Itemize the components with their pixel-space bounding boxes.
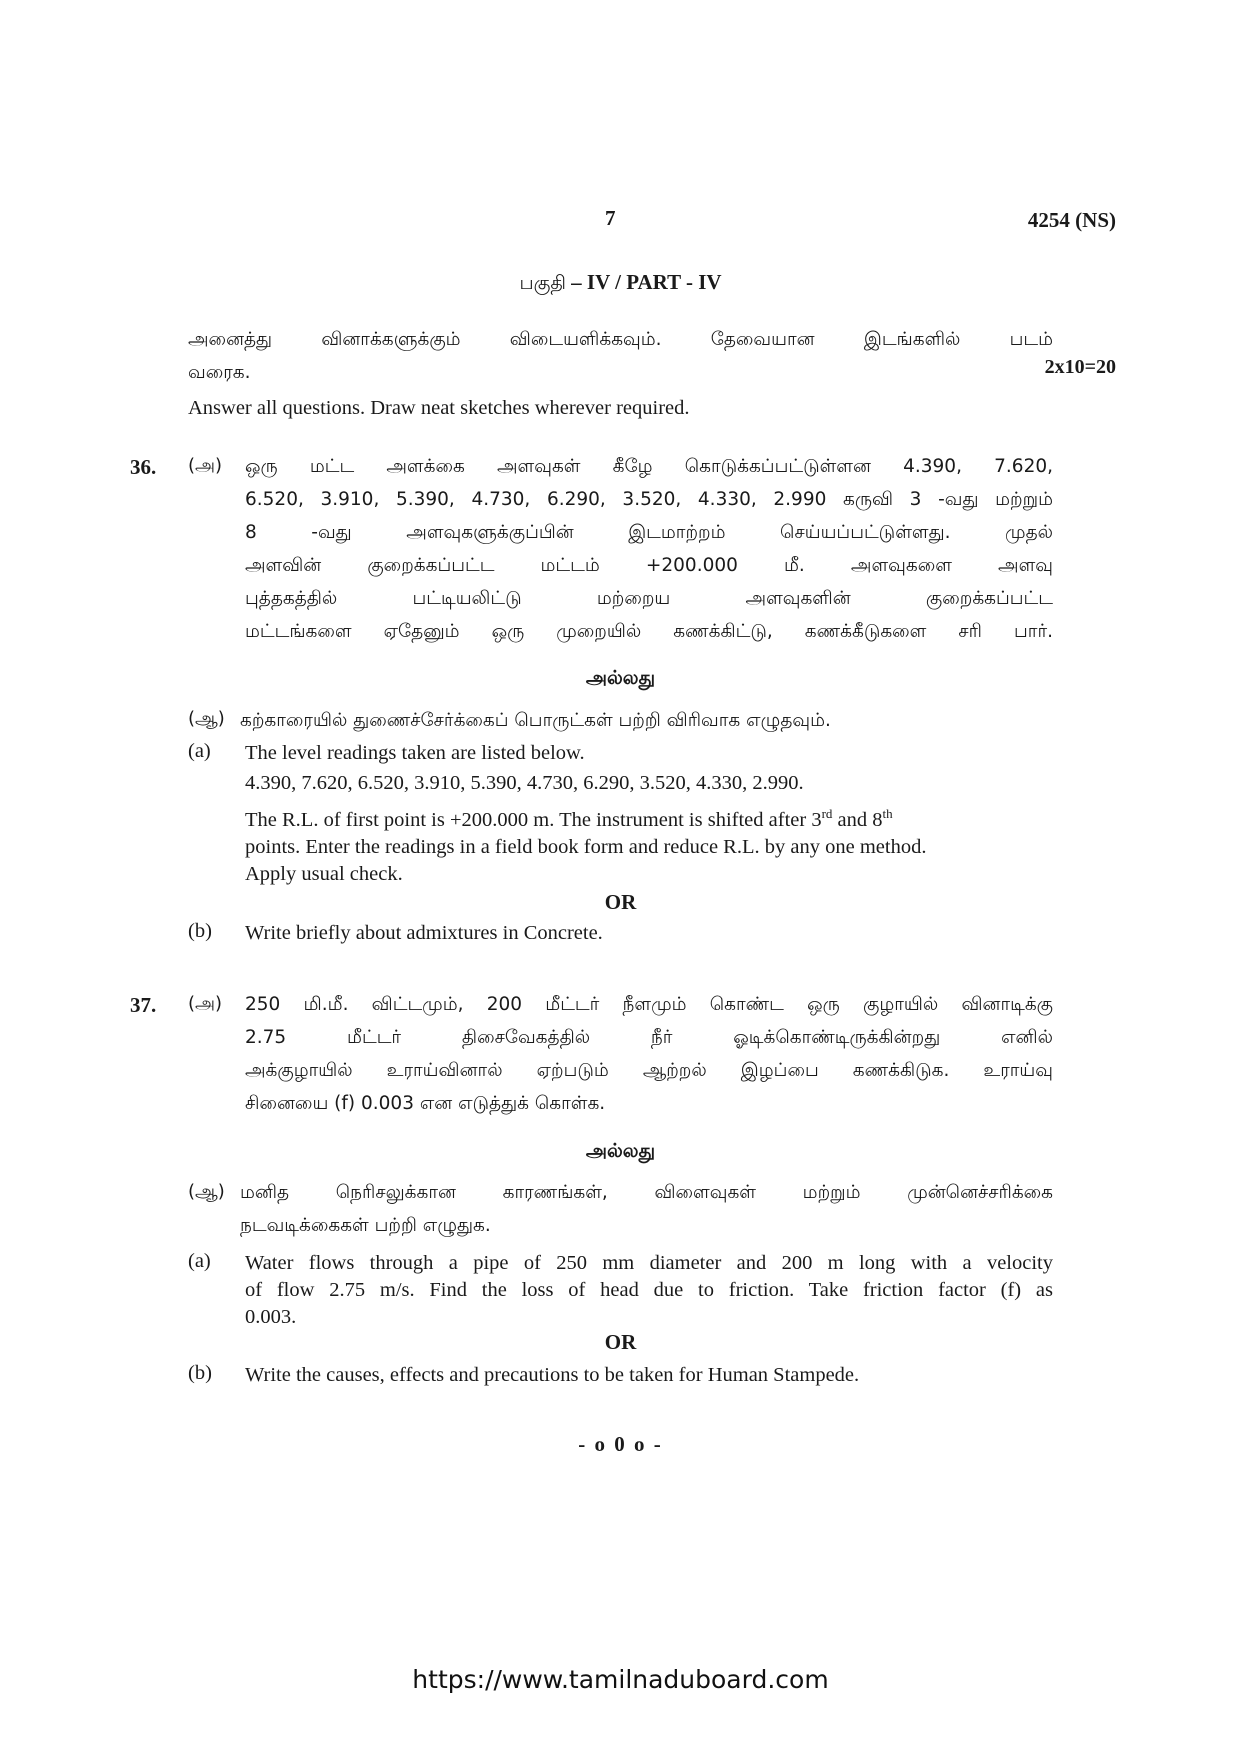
superscript-th: th [882, 806, 893, 821]
q37-b-english: Write the causes, effects and precautions to be taken for Human Stampede. [245, 1364, 860, 1386]
q36-a-english-text: The R.L. of first point is +200.000 m. The instrument is shifted after 3 [245, 808, 822, 831]
instructions-tamil-line1: அனைத்து வினாக்களுக்கும் விடையளிக்கவும். தேவையான இடங்களில் படம் [188, 329, 1053, 350]
part-title-english: – IV / PART - IV [571, 270, 722, 294]
q36-a-label-english: (a) [188, 740, 211, 762]
q37-a-label-tamil: (அ) [188, 993, 223, 1014]
website-url[interactable]: https://www.tamilnaduboard.com [412, 1665, 829, 1694]
q37-a-english [245, 1250, 1053, 1331]
part-title-tamil: பகுதி [519, 272, 566, 294]
q36-a-english-line: 4.390, 7.620, 6.520, 3.910, 5.390, 4.730, 6.290, 3.520, 4.330, 2.990. [245, 772, 804, 794]
q37-or-tamil: அல்லது [585, 1140, 656, 1162]
q36-a-tamil-line: புத்தகத்தில் பட்டியலிட்டு மற்றைய அளவுகளின் குறைக்கப்பட்ட [245, 588, 1053, 609]
q37-a-tamil-line: 250 மி.மீ. விட்டமும், 200 மீட்டர் நீளமும் கொண்ட ஒரு குழாயில் வினாடிக்கு [245, 994, 1053, 1015]
q36-a-tamil-line: 8 -வது அளவுகளுக்குப்பின் இடமாற்றம் செய்யப்பட்டுள்ளது. முதல் [245, 522, 1053, 543]
q36-b-label-tamil: (ஆ) [188, 708, 225, 729]
end-of-paper-mark: - o 0 o - [578, 1432, 663, 1456]
q37-a-label-english: (a) [188, 1250, 211, 1272]
q36-a-tamil-line: மட்டங்களை ஏதேனும் ஒரு முறையில் கணக்கிட்டு, கணக்கீடுகளை சரி பார். [245, 621, 1053, 642]
q37-b-label-tamil: (ஆ) [188, 1181, 225, 1202]
q37-a-english-line: 0.003. [245, 1306, 297, 1328]
paper-code: 4254 (NS) [1027, 208, 1116, 232]
q36-b-english: Write briefly about admixtures in Concrete. [245, 922, 603, 944]
q36-or-tamil: அல்லது [585, 667, 656, 689]
q37-or-english: OR [604, 1330, 637, 1354]
q36-a-tamil-line: ஒரு மட்ட அளக்கை அளவுகள் கீழே கொடுக்கப்பட்டுள்ளன 4.390, 7.620, [245, 456, 1053, 477]
q36-a-english-line: points. Enter the readings in a field book form and reduce R.L. by any one method. [245, 835, 927, 858]
q36-a-english-line: Apply usual check. [245, 862, 403, 885]
q36-a-tamil [245, 450, 1053, 648]
superscript-rd: rd [821, 806, 833, 821]
instructions-english: Answer all questions. Draw neat sketches wherever required. [188, 397, 690, 419]
marks-label: 2x10=20 [1044, 356, 1116, 378]
q37-a-tamil-line: 2.75 மீட்டர் திசைவேகத்தில் நீர் ஓடிக்கொண்டிருக்கின்றது எனில் [245, 1027, 1053, 1048]
q36-a-tamil-line: 6.520, 3.910, 5.390, 4.730, 6.290, 3.520, 4.330, 2.990 கருவி 3 -வது மற்றும் [245, 489, 1053, 510]
q36-a-english [245, 740, 1053, 888]
q37-a-english-line: of flow 2.75 m/s. Find the loss of head due to friction. Take friction factor (f) as [245, 1279, 1053, 1301]
q36-a-tamil-line: அளவின் குறைக்கப்பட்ட மட்டம் +200.000 மீ. அளவுகளை அளவு [245, 555, 1053, 576]
q36-b-label-english: (b) [188, 920, 212, 942]
q37-a-tamil [245, 988, 1053, 1120]
q36-a-english-line: The level readings taken are listed below. [245, 742, 585, 764]
q37-a-tamil-line: சினையை (f) 0.003 என எடுத்துக் கொள்க. [245, 1093, 606, 1114]
q36-b-tamil: கற்காரையில் துணைச்சேர்க்கைப் பொருட்கள் பற்றி விரிவாக எழுதவும். [240, 710, 831, 731]
q37-b-tamil-line: நடவடிக்கைகள் பற்றி எழுதுக. [240, 1215, 491, 1236]
q37-a-tamil-line: அக்குழாயில் உராய்வினால் ஏற்படும் ஆற்றல் இழப்பை கணக்கிடுக. உராய்வு [245, 1060, 1053, 1081]
q37-b-label-english: (b) [188, 1362, 212, 1384]
question-number-37: 37. [130, 993, 157, 1017]
q37-a-english-line: Water flows through a pipe of 250 mm diameter and 200 m long with a velocity [245, 1252, 1053, 1274]
part-title [0, 270, 1241, 297]
q36-or-english: OR [604, 890, 637, 914]
q36-a-english-text: and 8 [832, 808, 883, 831]
q37-b-tamil-line: மனித நெரிசலுக்கான காரணங்கள், விளைவுகள் மற்றும் முன்னெச்சரிக்கை [240, 1182, 1053, 1203]
q36-a-english-line [245, 800, 1053, 834]
q36-a-label-tamil: (அ) [188, 455, 223, 476]
page-number: 7 [605, 206, 616, 230]
instructions-tamil [188, 323, 1053, 389]
instructions-tamil-line2: வரைக. [188, 362, 251, 383]
question-number-36: 36. [130, 455, 157, 479]
q37-b-tamil [240, 1176, 1053, 1242]
